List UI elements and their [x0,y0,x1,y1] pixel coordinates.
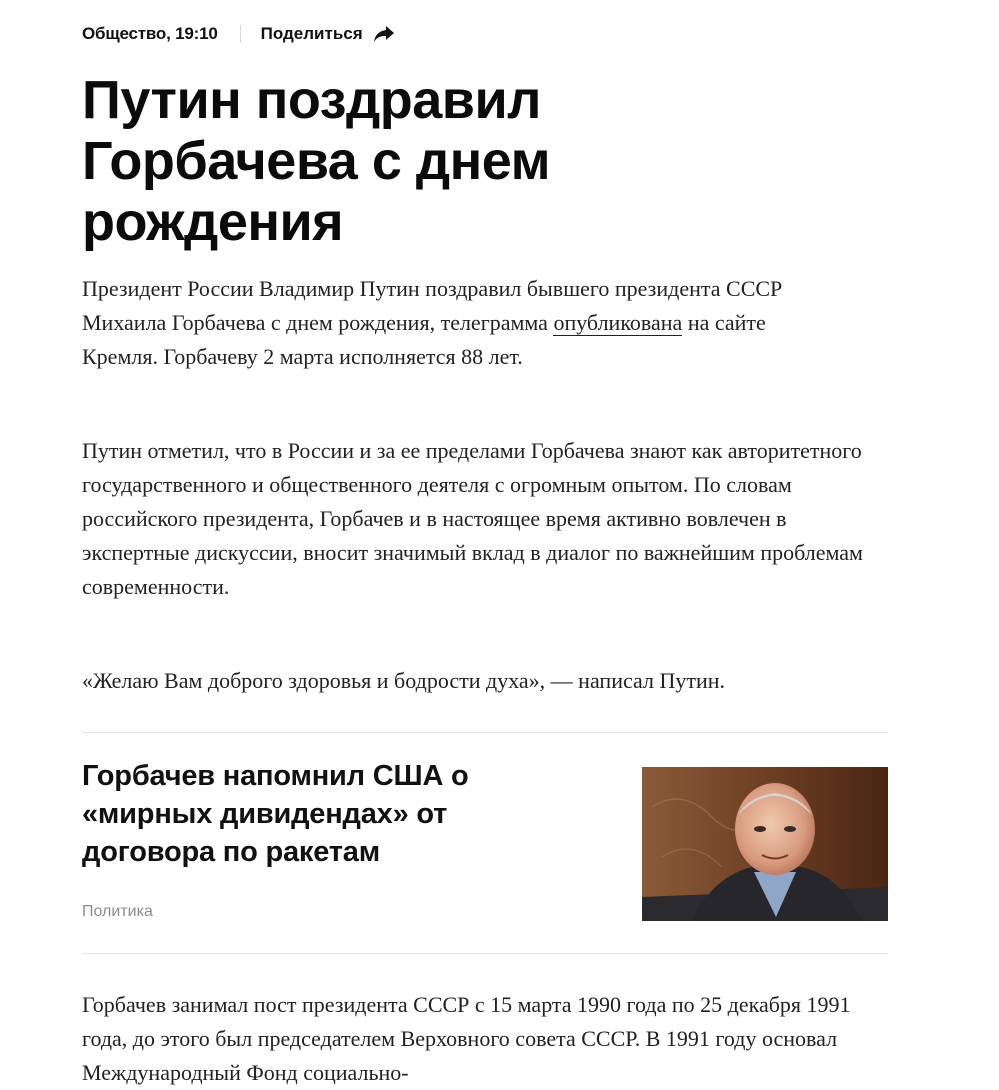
article-title: Путин поздравил Горбачева с днем рождения [82,70,551,252]
article-quote-paragraph: «Желаю Вам доброго здоровья и бодрости духа», — написал Путин. [82,668,725,693]
related-article-title[interactable]: Горбачев напомнил США о «мирных дивидендах» от договора по ракетам [82,760,469,868]
related-article-photo[interactable] [642,767,888,921]
article-paragraph: Горбачев занимал пост президента СССР с 15 марта 1990 года по 25 декабря 1991 года, до этого был председателем Верховного совета СССР. В 1991 году основал Международный Фонд социально- [82,992,851,1085]
share-arrow-icon [373,25,395,43]
article-lead [82,272,842,374]
share-button[interactable] [261,24,395,44]
article-paragraph: Путин отметил, что в России и за ее пределами Горбачева знают как авторитетного государственного и общественного деятеля с огромным опытом. По словам российского президента, Горбачев и в настоящее время активно вовлечен в экспертные дискуссии, вносит значимый вклад в диалог по важнейшим проблемам современности. [82,438,863,599]
lead-text-start: Президент России Владимир Путин поздравил бывшего президента СССР Михаила Горбачева с днем рождения, телеграмма [82,276,783,335]
article-meta [82,20,395,48]
related-article-card[interactable] [82,733,888,953]
meta-separator [240,25,241,43]
source-link[interactable]: опубликована [553,310,683,335]
lead-text-end: на сайте Кремля. Горбачеву 2 марта исполняется 88 лет. [82,310,766,369]
rubric-time[interactable]: Общество, 19:10 [82,24,218,43]
divider [82,953,888,954]
share-label: Поделиться [260,24,363,43]
related-article-rubric: Политика [82,903,153,920]
